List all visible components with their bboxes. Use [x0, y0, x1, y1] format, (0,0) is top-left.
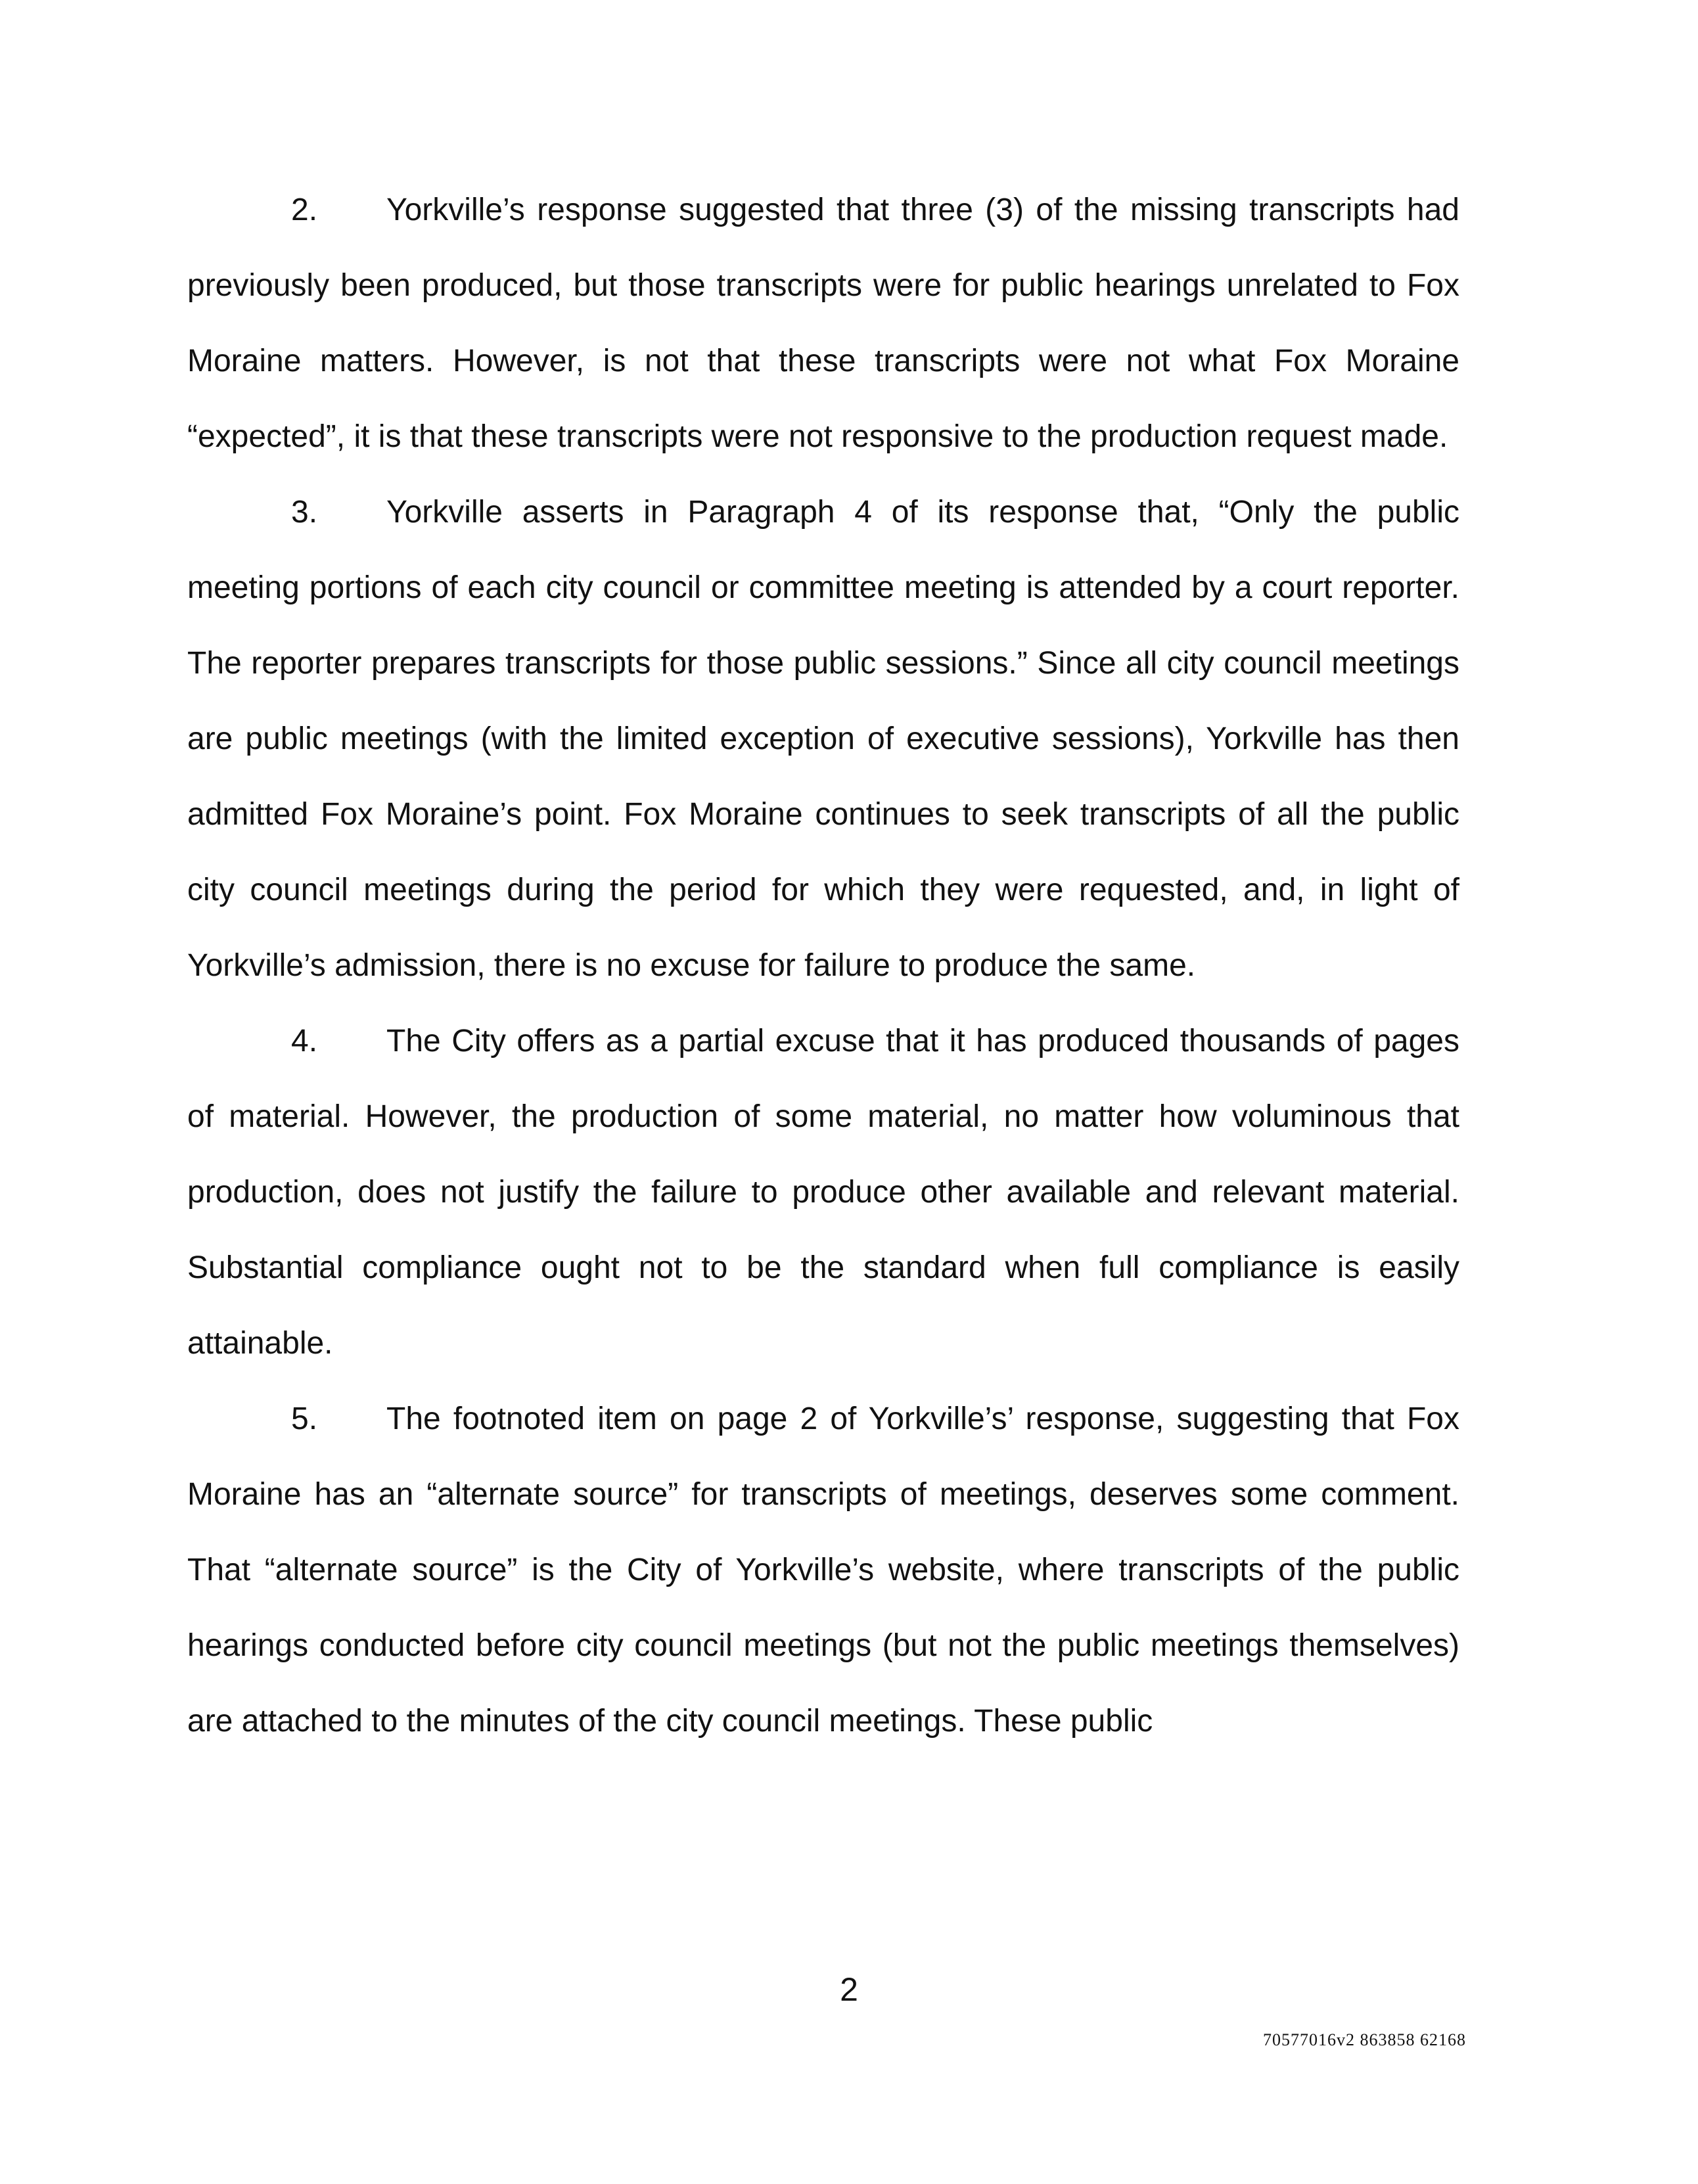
document-id: 70577016v2 863858 62168	[1263, 2030, 1466, 2049]
paragraph-text: Yorkville’s response suggested that three (3) of the missing transcripts had previously been produced, but those transcripts were for public hearings unrelated to Fox Moraine matters. However, is not that these transcripts were not what Fox Moraine “expected”, it is that these transcripts were not responsive to the production request made.	[187, 193, 1459, 454]
paragraph-text: The City offers as a partial excuse that it has produced thousands of pages of material. However, the production of some material, no matter how voluminous that production, does not justify the failure to produce other available and relevant material. Substantial compliance ought not to be the standard when full compliance is easily attainable.	[187, 1024, 1459, 1361]
paragraph-number: 5.	[291, 1401, 318, 1436]
document-body	[187, 172, 1459, 1759]
paragraph-number: 4.	[291, 1024, 318, 1058]
page-number: 2	[840, 1971, 858, 2008]
paragraph-number: 3.	[291, 495, 318, 530]
paragraph-number: 2.	[291, 193, 318, 227]
paragraph-4	[187, 1003, 1459, 1381]
paragraph-2	[187, 172, 1459, 474]
paragraph-text: The footnoted item on page 2 of Yorkville’s’ response, suggesting that Fox Moraine has an “alternate source” for transcripts of meetings, deserves some comment. That “alternate source” is the City of Yorkville’s website, where transcripts of the public hearings conducted before city council meetings (but not the public meetings themselves) are attached to the minutes of the city council meetings. These public	[187, 1401, 1459, 1739]
paragraph-3	[187, 474, 1459, 1003]
paragraph-text: Yorkville asserts in Paragraph 4 of its response that, “Only the public meeting portions of each city council or committee meeting is attended by a court reporter. The reporter prepares transcripts for those public sessions.” Since all city council meetings are public meetings (with the limited exception of executive sessions), Yorkville has then admitted Fox Moraine’s point. Fox Moraine continues to seek transcripts of all the public city council meetings during the period for which they were requested, and, in light of Yorkville’s admission, there is no excuse for failure to produce the same.	[187, 495, 1459, 983]
paragraph-5	[187, 1381, 1459, 1759]
